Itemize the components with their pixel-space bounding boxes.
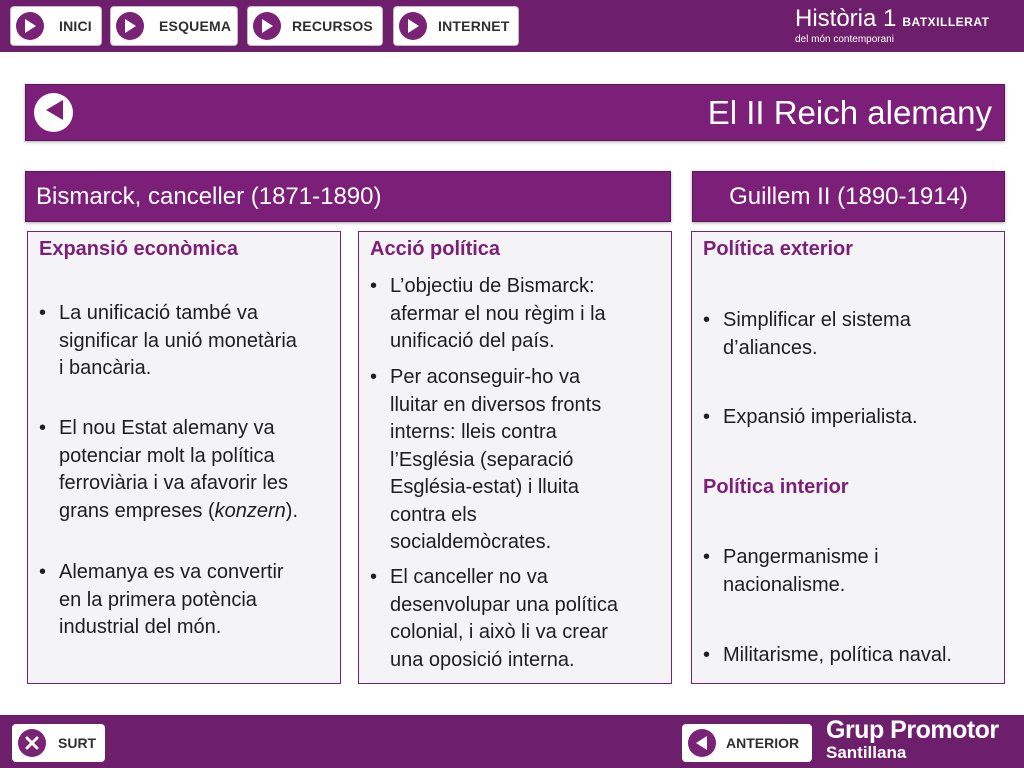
exit-button-label: SURT bbox=[58, 735, 97, 751]
panel-heading: Política interior bbox=[703, 476, 849, 498]
list-item: • Militarisme, política naval. bbox=[703, 644, 952, 666]
list-item: • L’objectiu de Bismarck: afermar el nou règim i la unificació del país. bbox=[370, 275, 606, 352]
brand-logo bbox=[795, 5, 989, 45]
brand-badge: BATXILLERAT bbox=[902, 15, 990, 29]
panel-guillem-politica bbox=[691, 231, 1005, 684]
nav-button-esquema[interactable] bbox=[110, 6, 238, 46]
list-item: • Pangermanisme i nacionalisme. bbox=[703, 546, 879, 596]
previous-button-label: ANTERIOR bbox=[726, 735, 800, 751]
panel-heading: Política exterior bbox=[703, 238, 854, 260]
back-arrow-icon bbox=[43, 98, 65, 127]
back-button[interactable] bbox=[34, 93, 73, 132]
list-item: • La unificació també va significar la unió monetària i bancària. bbox=[39, 302, 297, 379]
nav-button-inici[interactable] bbox=[10, 6, 102, 46]
play-icon bbox=[116, 12, 144, 40]
panel-heading: Expansió econòmica bbox=[39, 238, 238, 260]
back-arrow-icon bbox=[688, 729, 716, 757]
publisher-logo bbox=[826, 716, 999, 762]
play-icon bbox=[399, 12, 427, 40]
list-item: • Expansió imperialista. bbox=[703, 406, 918, 428]
panel-expansio-economica bbox=[27, 231, 341, 684]
list-item: • Simplificar el sistema d’aliances. bbox=[703, 309, 911, 359]
nav-button-label: ESQUEMA bbox=[159, 18, 232, 34]
section-header-bismarck: Bismarck, canceller (1871-1890) bbox=[25, 171, 671, 222]
section-header-guillem: Guillem II (1890-1914) bbox=[692, 171, 1005, 222]
list-item: • Per aconseguir-ho va lluitar en diversos fronts interns: lleis contra l’Església (separació Església-estat) i lluita contra els socialdemòcrates. bbox=[370, 366, 602, 553]
brand-title: Història 1 bbox=[795, 5, 897, 32]
list-item: • Alemanya es va convertir en la primera potència industrial del món. bbox=[39, 561, 284, 638]
publisher-logo-line2: Santillana bbox=[826, 743, 907, 762]
previous-button[interactable] bbox=[682, 724, 812, 762]
exit-button[interactable] bbox=[12, 724, 105, 762]
panel-accio-politica bbox=[358, 231, 672, 684]
nav-button-recursos[interactable] bbox=[247, 6, 383, 46]
page-title: El II Reich alemany bbox=[707, 94, 992, 131]
nav-button-label: INICI bbox=[59, 18, 92, 34]
top-navigation-bar bbox=[0, 0, 1024, 52]
list-item: • El canceller no va desenvolupar una política colonial, i això li va crear una oposició interna. bbox=[370, 566, 618, 671]
play-icon bbox=[253, 12, 281, 40]
close-icon bbox=[18, 729, 46, 757]
list-item: • El nou Estat alemany va potenciar molt la política ferroviària i va afavorir les grans empreses (konzern). bbox=[39, 417, 298, 522]
nav-button-label: RECURSOS bbox=[292, 18, 373, 34]
panel-heading: Acció política bbox=[370, 238, 501, 260]
publisher-logo-line1: Grup Promotor bbox=[826, 716, 999, 744]
nav-button-label: INTERNET bbox=[438, 18, 510, 34]
nav-button-internet[interactable] bbox=[393, 6, 519, 46]
play-icon bbox=[16, 12, 44, 40]
brand-subtitle: del món contemporani bbox=[795, 34, 894, 45]
title-bar bbox=[25, 84, 1005, 141]
